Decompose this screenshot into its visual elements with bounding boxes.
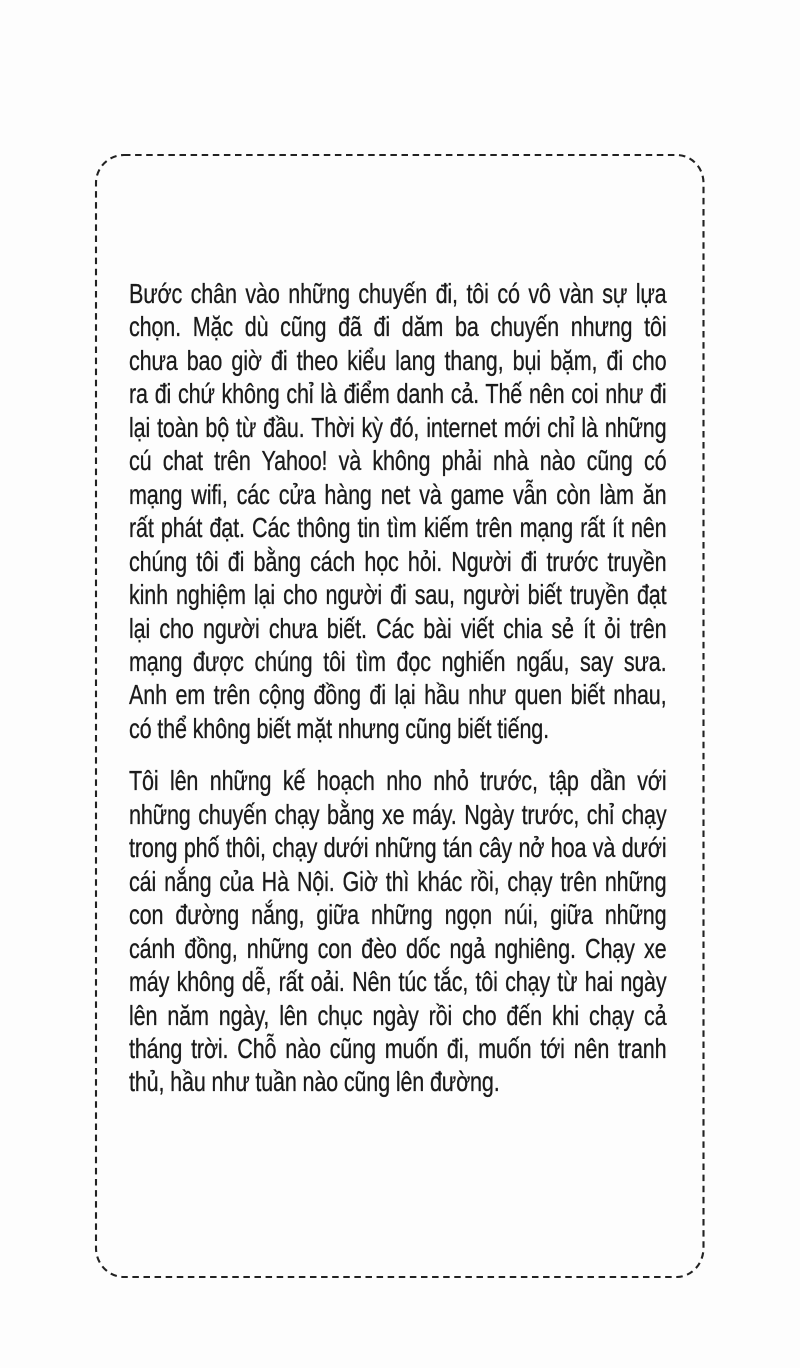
text-line: Anh em trên cộng đồng đi lại hầu như quen biết nhau, [129,679,667,711]
text-line: những chuyến chạy bằng xe máy. Ngày trước, chỉ chạy [129,798,667,830]
text-line: lại toàn bộ từ đầu. Thời kỳ đó, internet mới chỉ là những [129,411,667,443]
text-line: chưa bao giờ đi theo kiểu lang thang, bụi bặm, đi cho [129,344,667,376]
text-line: lại cho người chưa biết. Các bài viết chia sẻ ít ỏi trên [129,612,667,644]
text-line: cú chat trên Yahoo! và không phải nhà nào cũng có [129,445,667,477]
text-line: Bước chân vào những chuyến đi, tôi có vô vàn sự lựa [129,278,667,309]
text-line: máy không dễ, rất oải. Nên túc tắc, tôi chạy từ hai ngày [129,966,667,998]
text-line: tháng trời. Chỗ nào cũng muốn đi, muốn tới nên tranh [129,1032,667,1064]
text-line: Tôi lên những kế hoạch nho nhỏ trước, tập dần với [129,765,667,797]
text-line: cái nắng của Hà Nội. Giờ thì khác rồi, chạy trên những [129,865,667,897]
text-line: cánh đồng, những con đèo dốc ngả nghiêng. Chạy xe [129,932,667,964]
text-line: lên năm ngày, lên chục ngày rồi cho đến khi chạy cả [129,999,667,1031]
text-line: thủ, hầu như tuần nào cũng lên đường. [129,1066,500,1098]
paragraph-2 [129,764,666,1099]
text-line: con đường nắng, giữa những ngọn núi, giữa những [129,899,667,931]
text-line: trong phố thôi, chạy dưới những tán cây nở hoa và dưới [129,832,667,864]
text-line: ra đi chứ không chỉ là điểm danh cả. Thế nên coi như đi [129,378,667,410]
text-line: chúng tôi đi bằng cách học hỏi. Người đi trước truyền [129,545,667,577]
text-line: có thể không biết mặt nhưng cũng biết tiếng. [129,712,549,744]
text-line: rất phát đạt. Các thông tin tìm kiếm trên mạng rất ít nên [129,512,667,544]
text-line: chọn. Mặc dù cũng đã đi dăm ba chuyến nhưng tôi [129,311,667,343]
text-line: kinh nghiệm lại cho người đi sau, người biết truyền đạt [129,579,667,611]
paragraph-1 [129,277,666,745]
text-line: mạng được chúng tôi tìm đọc nghiến ngấu, say sưa. [129,645,667,677]
text-line: mạng wifi, các cửa hàng net và game vẫn còn làm ăn [129,478,667,510]
page-text [129,277,667,1099]
